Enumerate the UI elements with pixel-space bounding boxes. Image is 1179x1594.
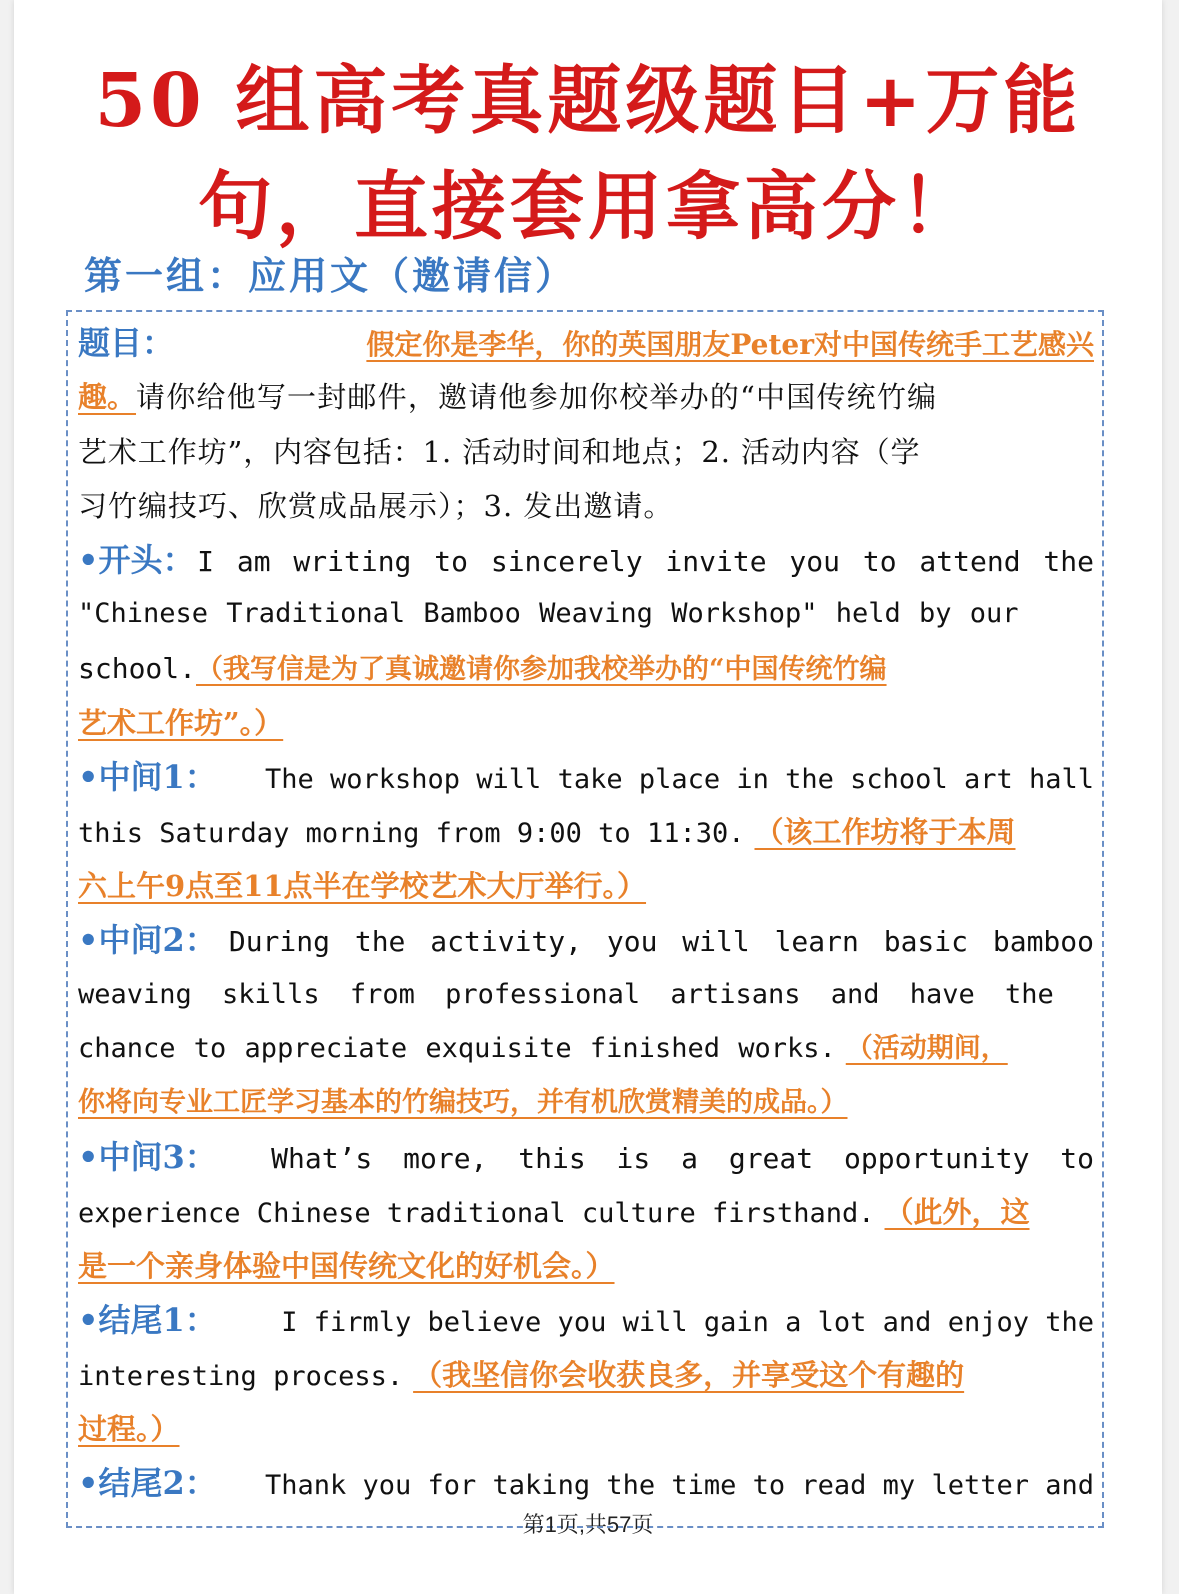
ending1-en-2: interesting process. (78, 1360, 404, 1392)
ending1-line-2 (78, 1348, 1094, 1402)
title-line-2: 句，直接套用拿高分！ (198, 164, 978, 250)
middle1-line-1 (78, 750, 1094, 804)
middle3-cn-1: （此外，这 (884, 1194, 1030, 1229)
middle1-en-2: this Saturday morning from 9:00 to 11:30. (78, 817, 745, 849)
middle1-en-1: The workshop will take place in the school art hall (264, 764, 1094, 796)
page-footer: 第1页,共57页 (522, 1512, 654, 1537)
middle1-label: •中间1： (78, 758, 217, 797)
ending2-line-1 (78, 1456, 1094, 1510)
question-text-3: 习竹编技巧、欣赏成品展示）；3. 发出邀请。 (78, 488, 674, 523)
ending1-cn-2: 过程。） (78, 1411, 180, 1446)
ending1-cn-1: （我坚信你会收获良多，并享受这个有趣的 (413, 1357, 965, 1392)
opening-line-1 (78, 533, 1094, 587)
middle2-en-2: weaving skills from professional artisans and have the (78, 978, 1054, 1010)
opening-en-3: school. (78, 651, 197, 685)
opening-label: •开头： (78, 541, 195, 580)
question-line-4 (78, 479, 1094, 533)
middle2-en-1: During the activity, you will learn basic bamboo (228, 925, 1094, 959)
question-text-1: 请你给他写一封邮件，邀请他参加你校举办的“中国传统竹编 (136, 380, 938, 415)
middle2-line-1 (78, 913, 1094, 967)
middle3-line-2 (78, 1185, 1094, 1239)
ending1-label: •结尾1： (78, 1301, 217, 1340)
middle2-label: •中间2： (78, 921, 217, 960)
middle3-cn-2: 是一个亲身体验中国传统文化的好机会。） (78, 1249, 615, 1284)
middle1-line-2 (78, 805, 1094, 859)
middle2-cn-2: 你将向专业工匠学习基本的竹编技巧，并有机欣赏精美的成品。） (78, 1087, 848, 1119)
middle3-line-1 (78, 1130, 1094, 1184)
ending1-line-3 (78, 1402, 1094, 1456)
ending1-line-1 (78, 1293, 1094, 1347)
opening-en-2: "Chinese Traditional Bamboo Weaving Workshop" held by our (78, 598, 1019, 630)
opening-line-2 (78, 587, 1094, 641)
middle3-label: •中间3： (78, 1138, 217, 1177)
title-line-1: 50 组高考真题级题目+万能 (94, 58, 1082, 144)
question-highlight-2: 趣。 (78, 380, 137, 415)
ending2-en-1: Thank you for taking the time to read my letter and (264, 1470, 1094, 1502)
middle2-line-3 (78, 1022, 1094, 1076)
opening-cn-1: （我写信是为了真诚邀请你参加我校举办的“中国传统竹编 (196, 653, 887, 685)
group-heading: 第一组：应用文（邀请信） (84, 253, 577, 298)
question-text-2: 艺术工作坊”，内容包括：1. 活动时间和地点；2. 活动内容（学 (78, 434, 921, 469)
opening-line-4 (78, 696, 1094, 750)
question-line-3 (78, 425, 1094, 479)
middle2-line-2 (78, 968, 1094, 1022)
opening-cn-2: 艺术工作坊”。） (78, 706, 284, 741)
question-highlight-1: 假定你是李华，你的英国朋友Peter对中国传统手工艺感兴 (366, 328, 1094, 361)
middle2-line-4 (78, 1076, 1094, 1130)
ending1-en-1: I firmly believe you will gain a lot and enjoy the (281, 1307, 1094, 1339)
middle1-cn-2: 六上午9点至11点半在学校艺术大厅举行。） (78, 868, 647, 903)
question-label: 题目： (78, 324, 175, 362)
middle2-cn-1: （活动期间， (845, 1032, 1008, 1064)
content-box (66, 310, 1104, 1528)
middle3-line-3 (78, 1239, 1094, 1293)
question-line-2 (78, 370, 1094, 424)
middle3-en-1: What’s more, this is a great opportunity to (271, 1142, 1094, 1176)
question-line-1 (78, 316, 1094, 370)
middle2-en-3: chance to appreciate exquisite finished works. (78, 1032, 836, 1064)
page-title (14, 48, 1162, 260)
ending2-label: •结尾2： (78, 1464, 217, 1503)
opening-line-3 (78, 642, 1094, 696)
opening-en-1: I am writing to sincerely invite you to attend the (197, 545, 1094, 579)
middle3-en-2: experience Chinese traditional culture firsthand. (78, 1197, 875, 1229)
middle1-cn-1: （该工作坊将于本周 (754, 814, 1016, 849)
middle1-line-3 (78, 859, 1094, 913)
document-page (14, 0, 1162, 1594)
